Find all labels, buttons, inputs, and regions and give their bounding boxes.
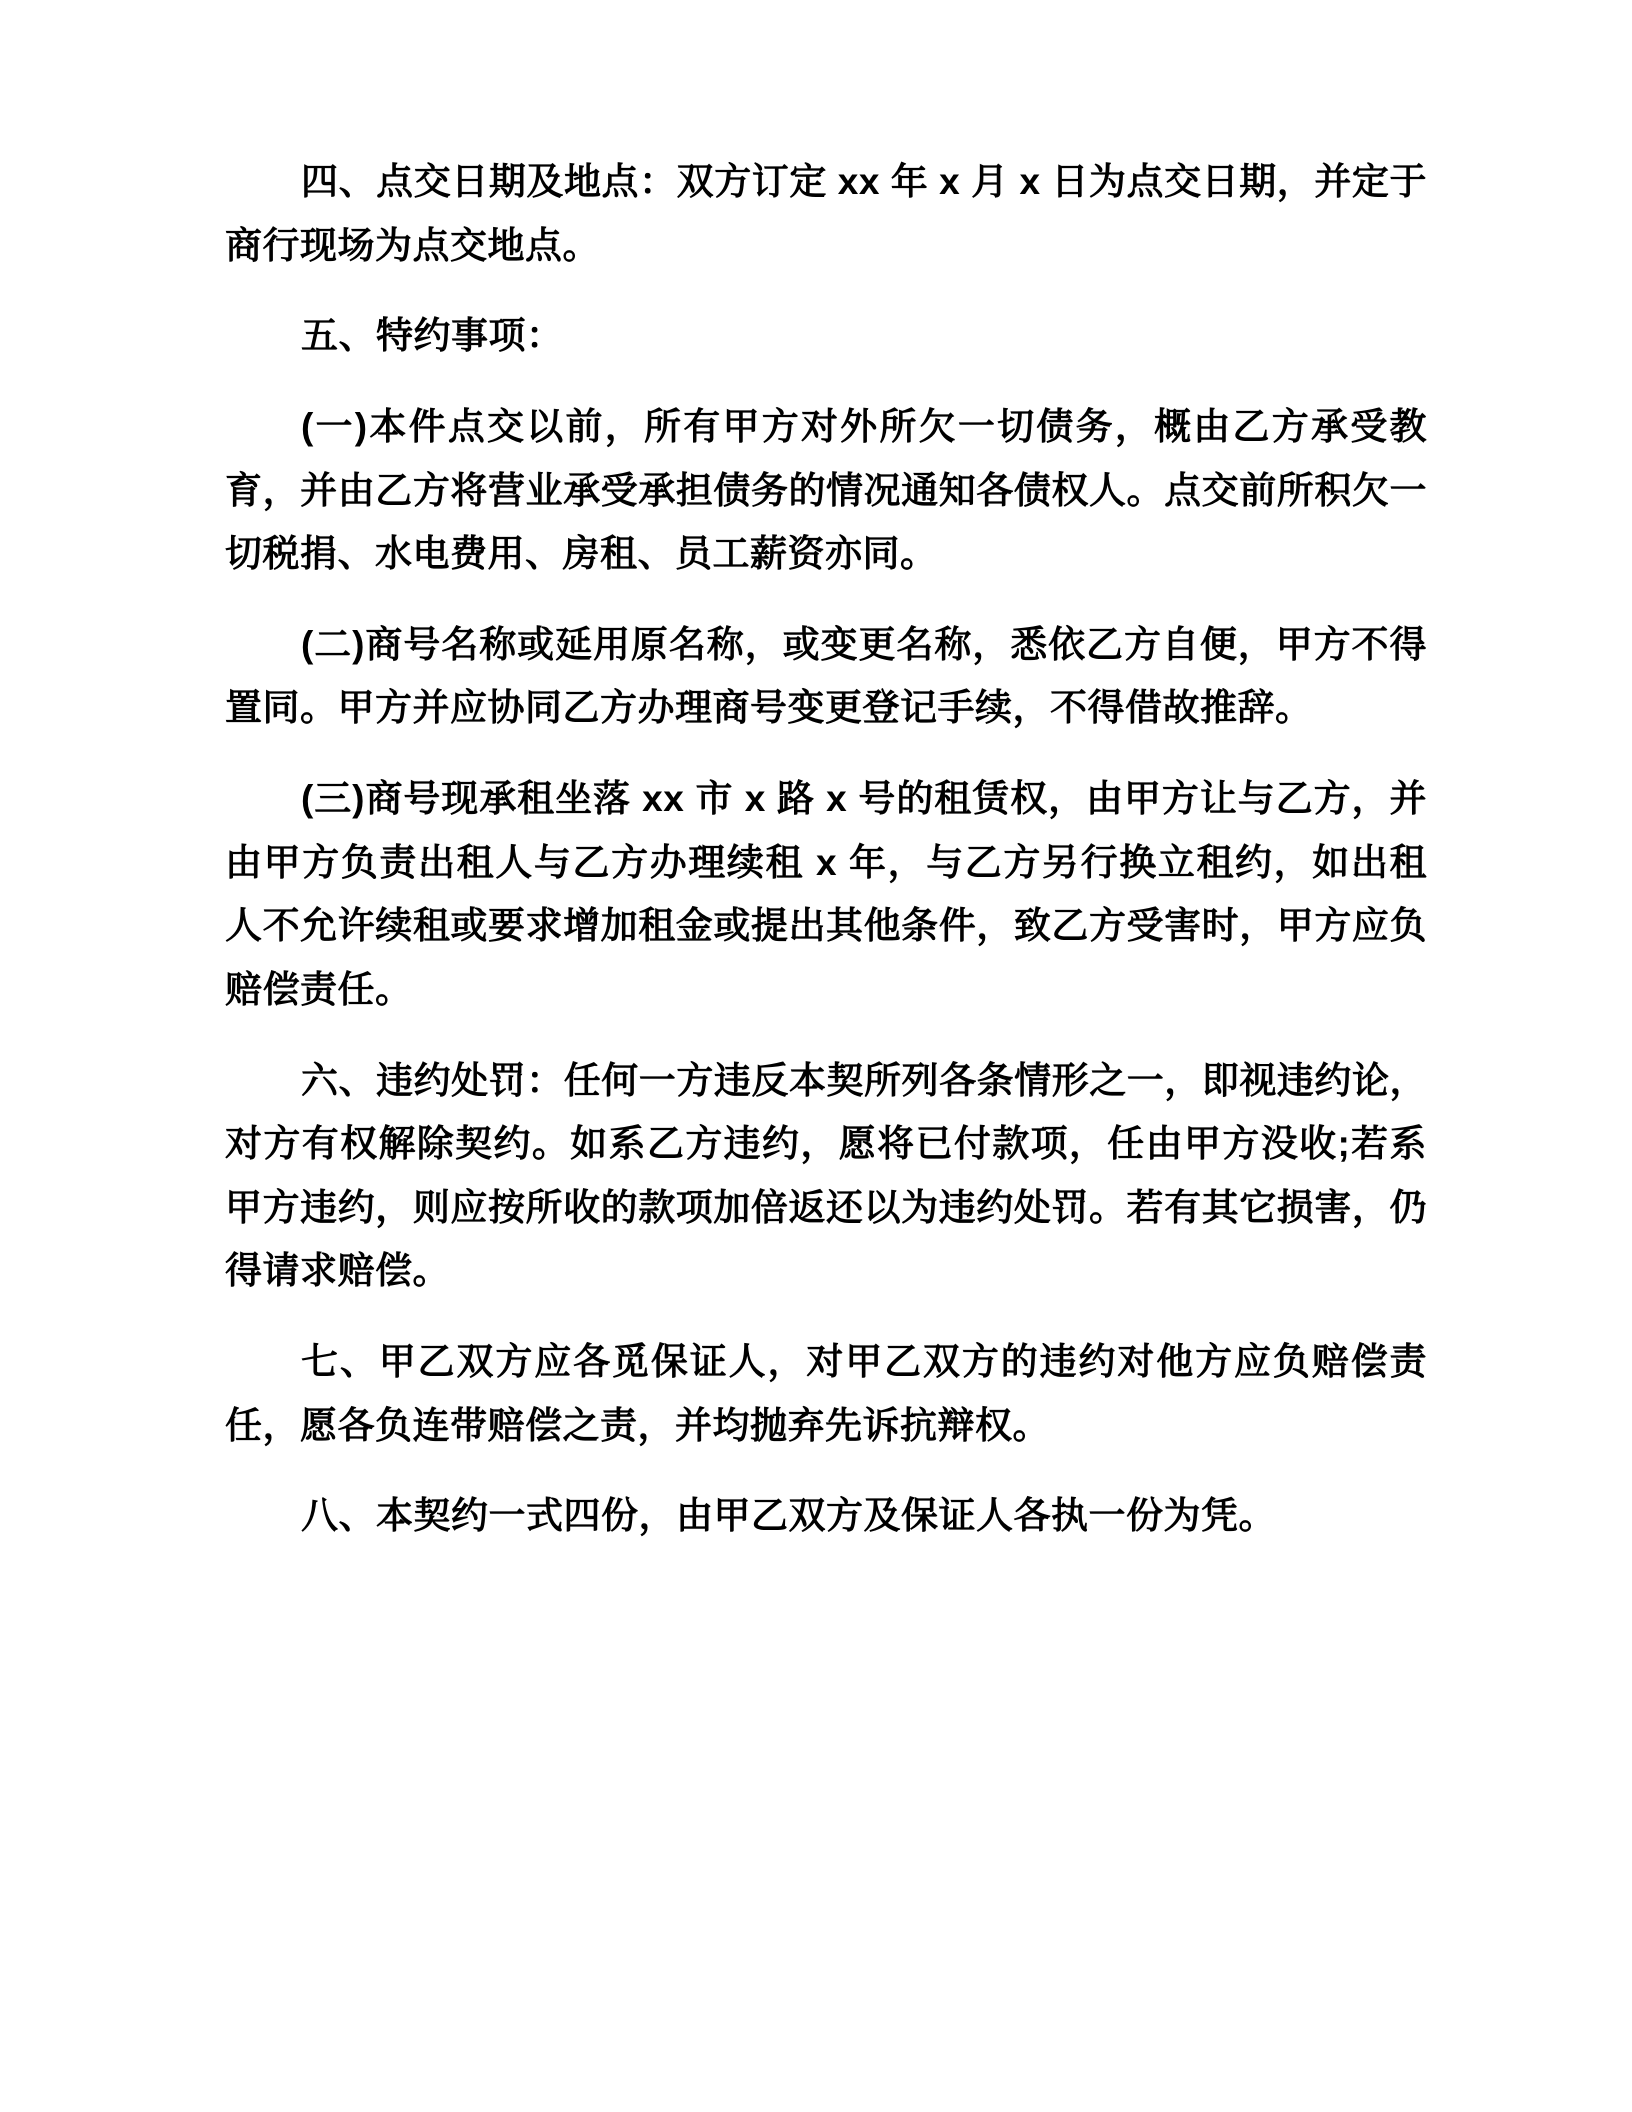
- paragraph-clause-five-item-1: (一)本件点交以前，所有甲方对外所欠一切债务，概由乙方承受教育，并由乙方将营业承受承担债务的情况通知各债权人。点交前所积欠一切税捐、水电费用、房租、员工薪资亦同。: [225, 405, 1427, 575]
- paragraph-clause-four: 四、点交日期及地点：双方订定 xx 年 x 月 x 日为点交日期，并定于商行现场为点交地点。: [225, 161, 1427, 266]
- paragraph-clause-five-item-2: (二)商号名称或延用原名称，或变更名称，悉依乙方自便，甲方不得置同。甲方并应协同乙方办理商号变更登记手续，不得借故推辞。: [225, 623, 1427, 729]
- paragraph-clause-five-heading: 五、特约事项：: [301, 315, 564, 357]
- paragraph-clause-eight: 八、本契约一式四份，由甲乙双方及保证人各执一份为凭。: [301, 1495, 1276, 1537]
- paragraph-clause-five-item-3: (三)商号现承租坐落 xx 市 x 路 x 号的租赁权，由甲方让与乙方，并由甲方负责出租人与乙方办理续租 x 年，与乙方另行换立租约，如出租人不允许续租或要求增加租金或提出其他条件，致乙方受害时，甲方应负赔偿责任。: [225, 778, 1427, 1010]
- paragraph-clause-seven: 七、甲乙双方应各觅保证人，对甲乙双方的违约对他方应负赔偿责任，愿各负连带赔偿之责，并均抛弃先诉抗辩权。: [225, 1341, 1427, 1446]
- document-body: [225, 150, 1427, 1548]
- paragraph-clause-six: 六、违约处罚：任何一方违反本契所列各条情形之一，即视违约论，对方有权解除契约。如系乙方违约，愿将已付款项，任由甲方没收;若系甲方违约，则应按所收的款项加倍返还以为违约处罚。若有其它损害，仍得请求赔偿。: [225, 1059, 1427, 1292]
